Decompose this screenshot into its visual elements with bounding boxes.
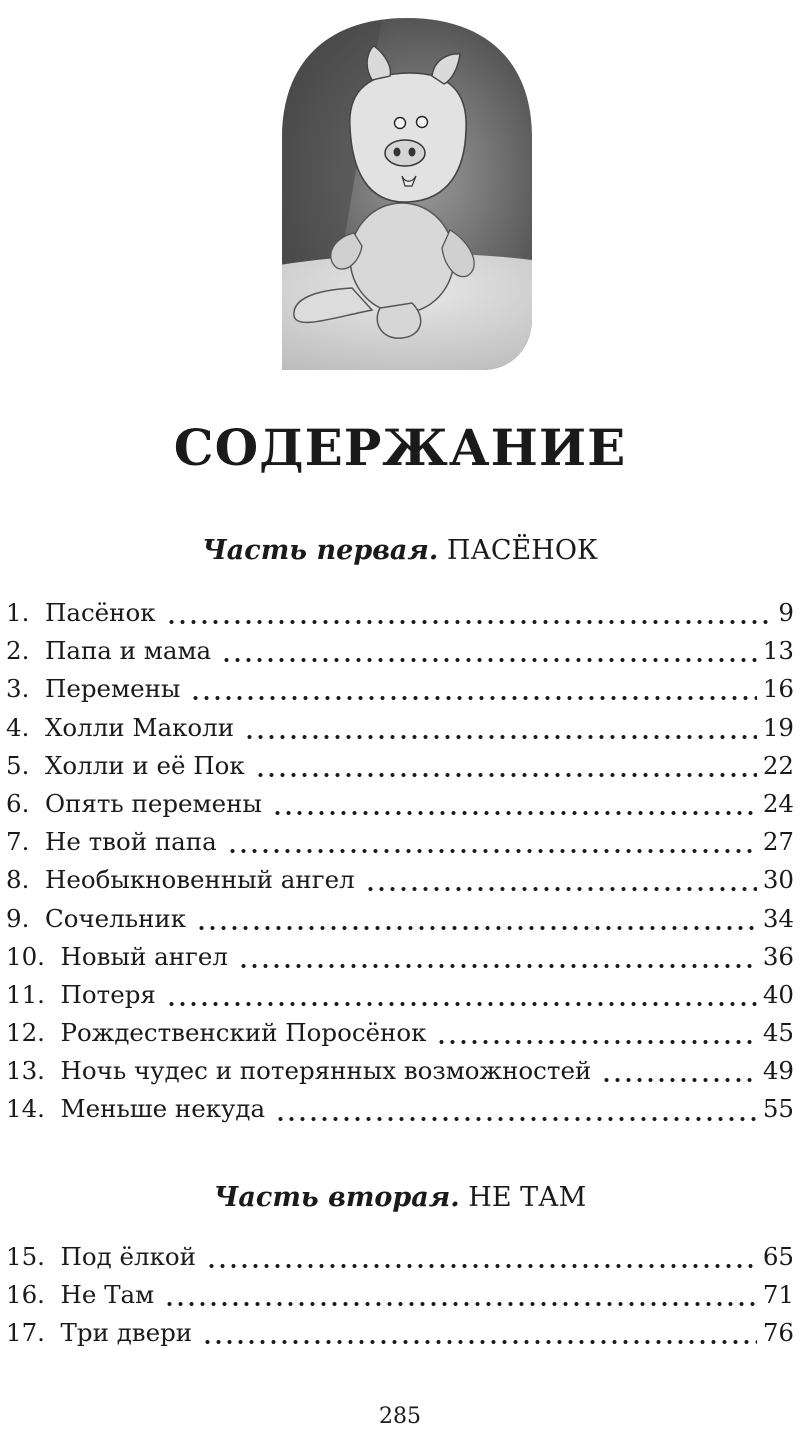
page-ref: 9: [778, 598, 794, 627]
page-ref: 40: [762, 979, 794, 1009]
chapter-number: 12.: [6, 1018, 45, 1048]
toc-entry[interactable]: [6, 1014, 794, 1052]
chapter-title: Сочельник: [44, 903, 187, 933]
page-ref: 55: [762, 1094, 794, 1124]
chapter-number: 13.: [6, 1056, 45, 1086]
chapter-number: 3.: [6, 674, 30, 704]
chapter-title: Три двери: [60, 1318, 193, 1348]
toc-entry[interactable]: [6, 632, 794, 670]
dot-leader: [164, 1299, 757, 1309]
toc-entry[interactable]: [6, 976, 794, 1014]
dot-leader: [227, 846, 757, 856]
page-ref: 71: [762, 1280, 794, 1310]
dot-leader: [190, 693, 756, 703]
chapter-title: Папа и мама: [44, 636, 212, 666]
chapter-number: 11.: [6, 979, 45, 1009]
page-ref: 19: [762, 712, 794, 742]
page-ref: 27: [762, 827, 794, 857]
dot-leader: [166, 999, 757, 1009]
chapter-number: 1.: [6, 598, 30, 627]
toc-entry[interactable]: [6, 900, 794, 938]
toc-entry[interactable]: [6, 938, 794, 976]
page-ref: 76: [762, 1318, 794, 1348]
page-ref: 30: [762, 865, 794, 895]
toc-entry[interactable]: [6, 823, 794, 861]
chapter-title: Не твой папа: [44, 827, 217, 857]
chapter-title: Меньше некуда: [60, 1094, 266, 1124]
chapter-number: 16.: [6, 1280, 45, 1310]
chapter-number: 17.: [6, 1318, 45, 1348]
page-ref: 13: [762, 636, 794, 666]
toc-entry[interactable]: [6, 785, 794, 823]
page-ref: 22: [762, 750, 794, 780]
dot-leader: [238, 961, 757, 971]
part-name: ПАСЁНОК: [446, 535, 598, 566]
chapter-title: Перемены: [44, 674, 181, 704]
page-number: 285: [379, 1404, 421, 1429]
toc-entry[interactable]: [6, 1276, 794, 1314]
part-name: НЕ ТАМ: [468, 1182, 587, 1213]
page-ref: 24: [762, 788, 794, 818]
toc-entry[interactable]: [6, 594, 794, 632]
chapter-title: Под ёлкой: [60, 1242, 196, 1271]
part-label: Часть первая.: [202, 535, 439, 566]
toc-entry[interactable]: [6, 1052, 794, 1090]
chapter-number: 2.: [6, 636, 30, 666]
chapter-number: 10.: [6, 941, 45, 971]
chapter-title: Опять перемены: [44, 788, 262, 818]
chapter-number: 15.: [6, 1242, 45, 1271]
chapter-number: 6.: [6, 788, 30, 818]
chapter-title: Холли и её Пок: [44, 750, 245, 780]
pig-toy-illustration: [262, 18, 552, 370]
chapter-number: 7.: [6, 827, 30, 857]
dot-leader: [436, 1037, 756, 1047]
dot-leader: [244, 732, 757, 742]
chapter-title: Ночь чудес и потерянных возможностей: [60, 1056, 592, 1086]
dot-leader: [206, 1261, 757, 1271]
dot-leader: [166, 617, 773, 627]
toc-entry[interactable]: [6, 1238, 794, 1276]
dot-leader: [365, 884, 757, 894]
page-ref: 65: [762, 1242, 794, 1271]
part-label: Часть вторая.: [213, 1182, 460, 1213]
toc-entry[interactable]: [6, 1090, 794, 1128]
chapter-title: Пасёнок: [44, 598, 156, 627]
chapter-number: 14.: [6, 1094, 45, 1124]
toc-list-part-2: [6, 1238, 794, 1353]
page-title: СОДЕРЖАНИЕ: [173, 418, 627, 477]
dot-leader: [202, 1337, 757, 1347]
page-ref: 49: [762, 1056, 794, 1086]
dot-leader: [275, 1114, 757, 1124]
dot-leader: [255, 770, 757, 780]
toc-entry[interactable]: [6, 861, 794, 899]
dot-leader: [221, 655, 757, 665]
dot-leader: [196, 923, 757, 933]
page-ref: 34: [762, 903, 794, 933]
chapter-number: 5.: [6, 750, 30, 780]
page-ref: 16: [762, 674, 794, 704]
chapter-number: 8.: [6, 865, 30, 895]
part-heading-1: [0, 534, 800, 568]
toc-list-part-1: [6, 594, 794, 1129]
chapter-title: Потеря: [60, 979, 156, 1009]
toc-entry[interactable]: [6, 709, 794, 747]
chapter-title: Необыкновенный ангел: [44, 865, 355, 895]
toc-entry[interactable]: [6, 1314, 794, 1352]
dot-leader: [601, 1075, 757, 1085]
chapter-title: Холли Маколи: [44, 712, 235, 742]
chapter-title: Не Там: [60, 1280, 155, 1310]
page-ref: 36: [762, 941, 794, 971]
chapter-number: 4.: [6, 712, 30, 742]
chapter-title: Новый ангел: [60, 941, 228, 971]
toc-entry[interactable]: [6, 747, 794, 785]
chapter-title: Рождественский Поросёнок: [60, 1018, 427, 1048]
page-ref: 45: [762, 1018, 794, 1048]
dot-leader: [272, 808, 757, 818]
part-heading-2: [0, 1181, 800, 1215]
toc-entry[interactable]: [6, 670, 794, 708]
chapter-number: 9.: [6, 903, 30, 933]
